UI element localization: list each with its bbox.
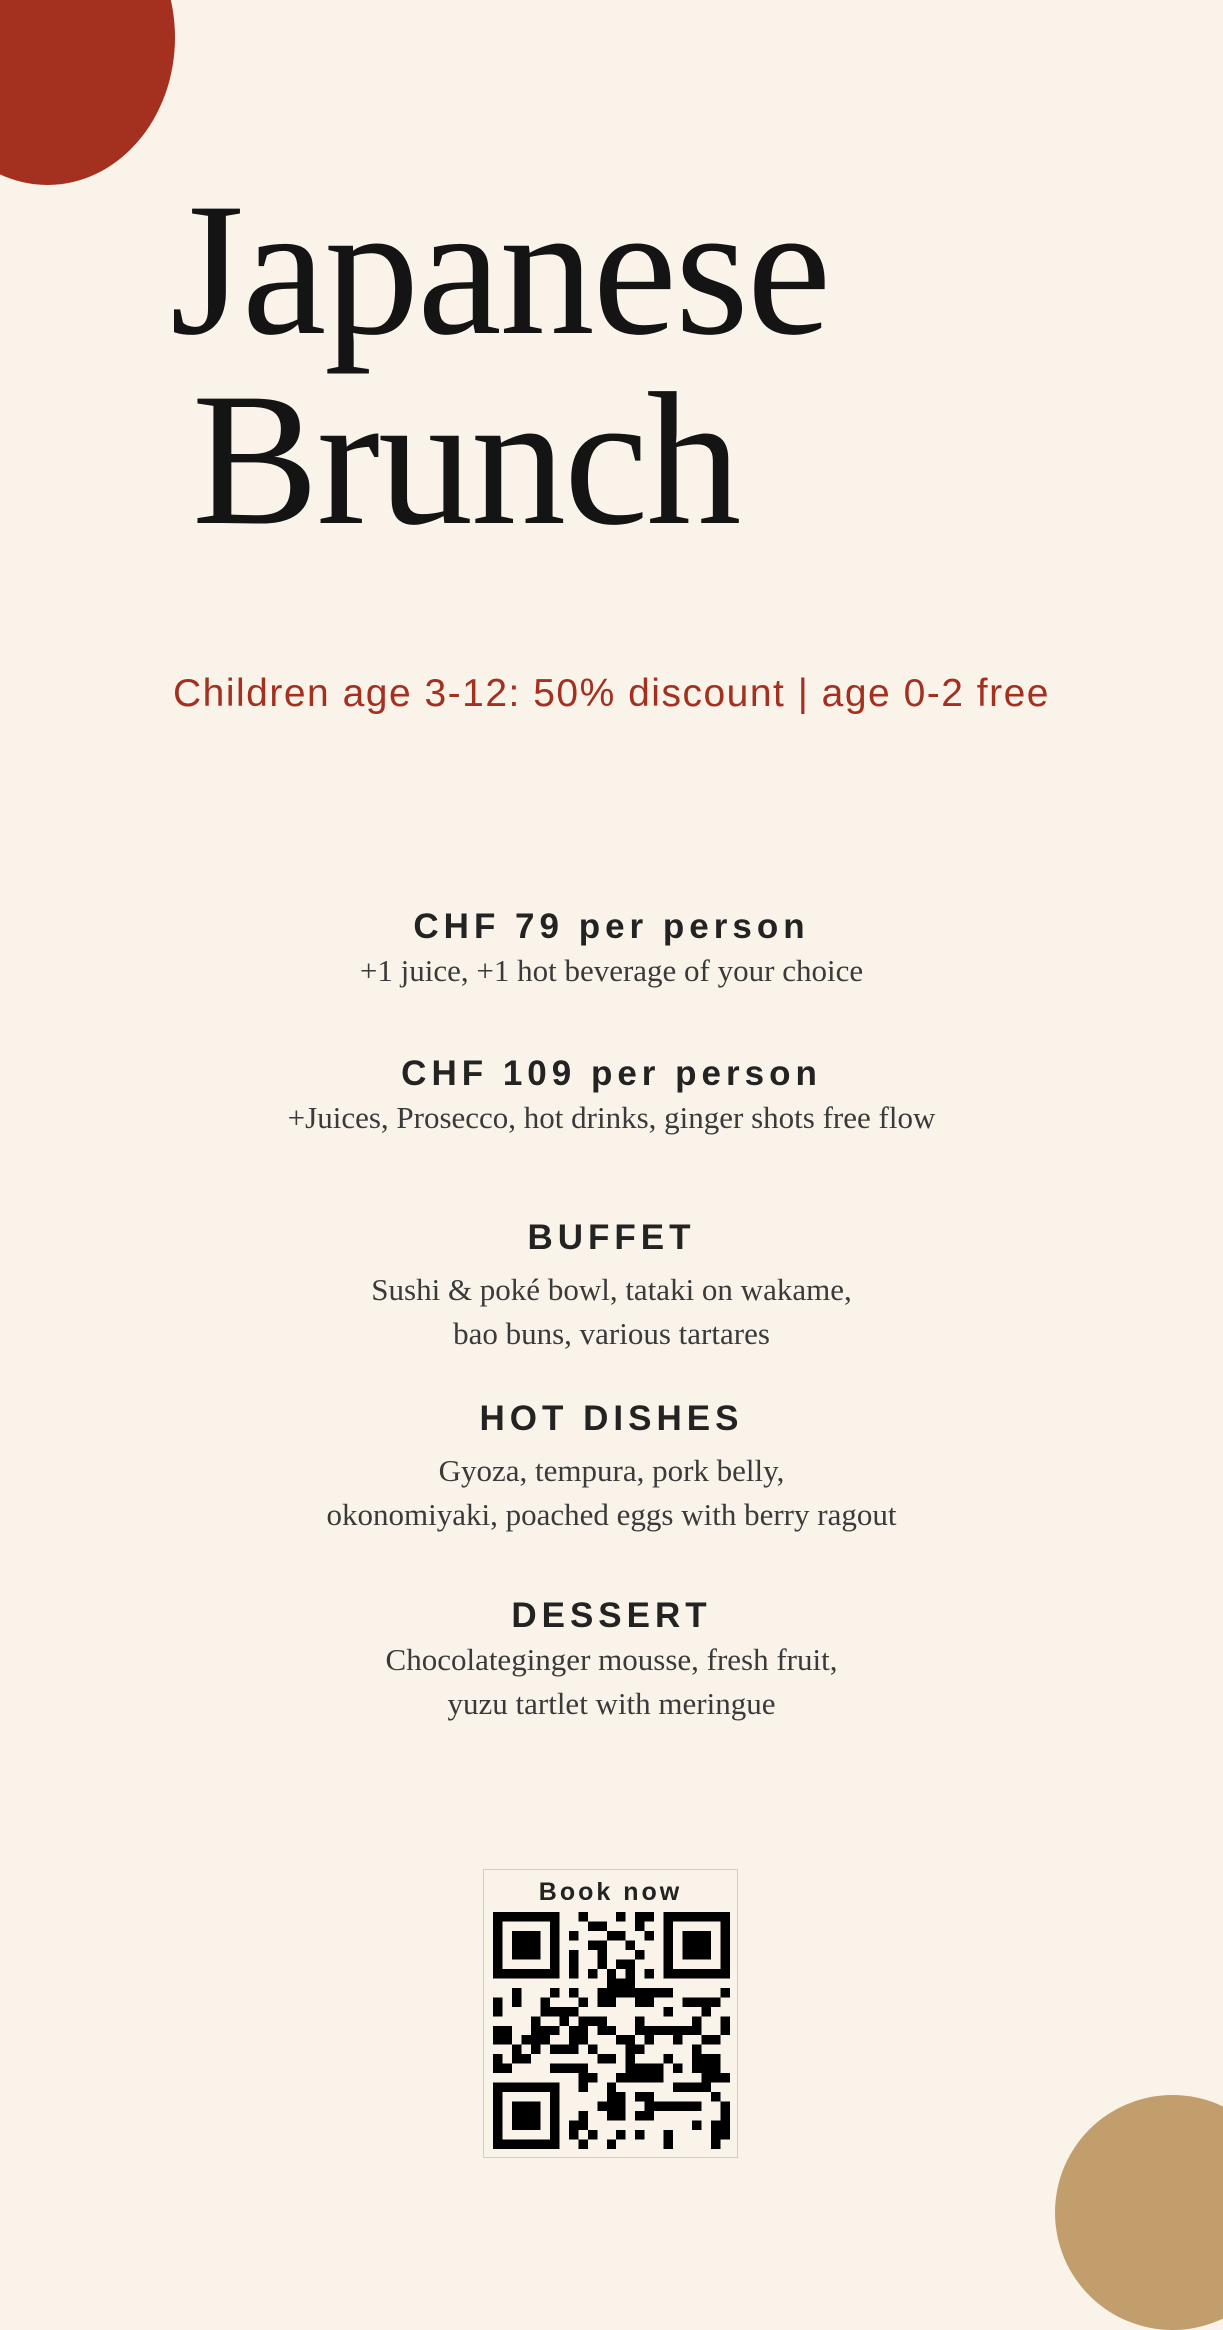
- section-line: bao buns, various tartares: [453, 1316, 770, 1351]
- children-discount-note: Children age 3-12: 50% discount | age 0-2 free: [173, 672, 1050, 715]
- section-line: yuzu tartlet with meringue: [447, 1686, 776, 1721]
- menu-section-buffet: [0, 1216, 1223, 1356]
- decorative-red-circle: [0, 0, 175, 185]
- section-heading: HOT DISHES: [479, 1399, 744, 1438]
- section-heading: BUFFET: [527, 1218, 696, 1257]
- menu-section-dessert: [0, 1594, 1223, 1726]
- section-line: Chocolateginger mousse, fresh fruit,: [385, 1642, 838, 1677]
- decorative-gold-circle: [1055, 2095, 1223, 2330]
- title-line-2: Brunch: [192, 355, 740, 565]
- price-description: +1 juice, +1 hot beverage of your choice: [359, 953, 864, 988]
- title-line-1: Japanese: [170, 165, 830, 375]
- price-option-standard: [0, 905, 1223, 993]
- price-option-free-flow: [0, 1052, 1223, 1140]
- section-line: Sushi & poké bowl, tataki on wakame,: [371, 1272, 852, 1307]
- price-description: +Juices, Prosecco, hot drinks, ginger shots free flow: [287, 1100, 936, 1135]
- page-title: [170, 165, 830, 565]
- qr-code-icon[interactable]: [493, 1912, 730, 2149]
- book-now-label: Book now: [538, 1878, 683, 1906]
- book-now-qr-card[interactable]: [483, 1869, 738, 2158]
- menu-section-hot-dishes: [0, 1397, 1223, 1537]
- price-heading: CHF 79 per person: [413, 907, 810, 946]
- section-line: okonomiyaki, poached eggs with berry ragout: [326, 1497, 897, 1532]
- section-line: Gyoza, tempura, pork belly,: [438, 1453, 785, 1488]
- price-heading: CHF 109 per person: [401, 1054, 822, 1093]
- section-heading: DESSERT: [511, 1596, 712, 1635]
